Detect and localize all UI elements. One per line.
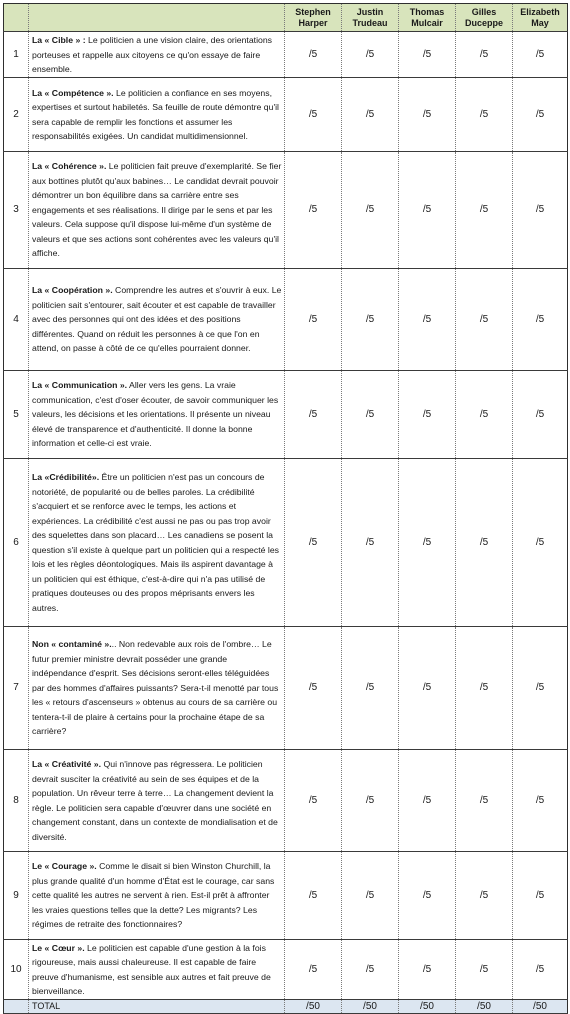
table-row	[4, 77, 568, 151]
score-cell[interactable]: /5	[342, 939, 399, 999]
score-cell[interactable]: /5	[399, 151, 456, 268]
table-row	[4, 939, 568, 999]
row-number: 5	[4, 370, 29, 458]
total-score-cell[interactable]: /50	[513, 999, 568, 1013]
score-cell[interactable]: /5	[456, 939, 513, 999]
criterion-body: Qui n'innove pas régressera. Le politicien devrait susciter la créativité au sein de ses équipes et de la population. Un rêveur terre à terre… La changement devient la règle. Le politicien sera capable d'œuvrer dans une société en changement constant, dans un contexte de mondialisation et de diversité.	[32, 759, 278, 842]
score-cell[interactable]: /5	[342, 851, 399, 939]
criterion-title: Non « contaminé ».	[32, 639, 112, 650]
criterion-cell	[29, 151, 285, 268]
score-cell[interactable]: /5	[285, 851, 342, 939]
score-cell[interactable]: /5	[399, 851, 456, 939]
score-cell[interactable]: /5	[456, 749, 513, 851]
criterion-body: Le politicien fait preuve d'exemplarité. Se fier aux bottines plutôt qu'aux babines… Le candidat devrait pouvoir démontrer un bon équilibre dans sa carrière entre ses engagements et ses réalisations. Il dirige par le sens et par les valeurs. Cela suppose qu'il dispose lui-même d'un système de valeurs et que ses actions sont cohérentes avec les valeurs qu'il affiche.	[32, 161, 282, 259]
table-row	[4, 151, 568, 268]
score-cell[interactable]: /5	[513, 939, 568, 999]
header-candidate: Thomas Mulcair	[399, 4, 456, 32]
criterion-body: Le politicien est capable d'une gestion à la fois rigoureuse, mais aussi chaleureuse. Il est capable de faire preuve d'humanisme, est sensible aux autres et fait preuve de bienveillance.	[32, 942, 271, 996]
header-candidate: Justin Trudeau	[342, 4, 399, 32]
score-cell[interactable]: /5	[399, 77, 456, 151]
score-cell[interactable]: /5	[285, 268, 342, 370]
score-cell[interactable]: /5	[342, 370, 399, 458]
criterion-cell	[29, 458, 285, 626]
score-cell[interactable]: /5	[399, 370, 456, 458]
score-cell[interactable]: /5	[399, 626, 456, 749]
score-cell[interactable]: /5	[342, 626, 399, 749]
criterion-body: Être un politicien n'est pas un concours de notoriété, de popularité ou de belles paroles. La crédibilité s'acquiert et se renforce avec le temps, les actions et expériences. La crédibilité c'est aussi ne pas ou pas trop avoir des squelettes dans son placard… Les canadiens se posent la question s'il existe à quelque part un politicien qui a respecté les lois et les règles déontologiques. Mais ils aspirent davantage à un politicien qui est éthique, c'est-à-dire qui n'a pas utilisé de pratiques douteuses ou des propos méprisants envers les autres.	[32, 472, 279, 613]
score-cell[interactable]: /5	[342, 32, 399, 78]
score-cell[interactable]: /5	[513, 77, 568, 151]
criterion-cell	[29, 32, 285, 78]
criterion-title: La «Crédibilité».	[32, 472, 100, 482]
score-cell[interactable]: /5	[513, 626, 568, 749]
score-cell[interactable]: /5	[285, 749, 342, 851]
criterion-cell	[29, 370, 285, 458]
row-number: 3	[4, 151, 29, 268]
score-cell[interactable]: /5	[285, 77, 342, 151]
score-cell[interactable]: /5	[399, 32, 456, 78]
score-cell[interactable]: /5	[342, 749, 399, 851]
score-cell[interactable]: /5	[399, 268, 456, 370]
row-number: 4	[4, 268, 29, 370]
table-row	[4, 626, 568, 749]
total-row	[4, 999, 568, 1013]
score-cell[interactable]: /5	[456, 32, 513, 78]
header-row	[4, 4, 568, 32]
score-cell[interactable]: /5	[285, 626, 342, 749]
score-cell[interactable]: /5	[513, 370, 568, 458]
criterion-body: Le politicien a confiance en ses moyens, expertises et surtout habiletés. Sa feuille de route démontre qu'il sera capable de remplir les fonctions et assumer les responsabilités exigées. Un candidat multidimensionnel.	[32, 87, 279, 141]
total-score-cell[interactable]: /50	[399, 999, 456, 1013]
score-cell[interactable]: /5	[513, 749, 568, 851]
criterion-body: Comme le disait si bien Winston Churchill, la plus grande qualité d'un homme d'État est le courage, car sans cette qualité les autres ne servent à rien. Est-il prêt à affronter les vraies questions telles que la dette? Les migrants? Les régimes de retraite des fonctionnaires?	[32, 861, 275, 930]
row-number: 10	[4, 939, 29, 999]
criterion-body: Aller vers les gens. La vraie communication, c'est d'oser écouter, de savoir communiquer les valeurs, les décisions et les orientations. Il présente un niveau élevé de transparence et d'authenticité. Il donne la bonne information et celle-ci est vraie.	[32, 380, 279, 449]
score-cell[interactable]: /5	[513, 151, 568, 268]
header-candidate: Gilles Duceppe	[456, 4, 513, 32]
score-cell[interactable]: /5	[513, 851, 568, 939]
table-row	[4, 458, 568, 626]
score-cell[interactable]: /5	[285, 370, 342, 458]
score-cell[interactable]: /5	[399, 458, 456, 626]
row-number: 2	[4, 77, 29, 151]
criterion-cell	[29, 626, 285, 749]
table-row	[4, 268, 568, 370]
criterion-title: La « Communication ».	[32, 380, 128, 391]
criterion-body: .. Non redevable aux rois de l'ombre… Le futur premier ministre devrait posséder une grande indépendance d'esprit. Ses décisions seront-elles téléguidées par des hommes d'affaires puissants? Sera-t-il menotté par tous les « retours d'ascenseurs » obtenus au cours de sa carrière ou tentera-t-il de plaire à certains pour la prochaine étape de sa carrière?	[32, 639, 279, 737]
row-number: 6	[4, 458, 29, 626]
table-row	[4, 370, 568, 458]
score-cell[interactable]: /5	[456, 77, 513, 151]
score-cell[interactable]: /5	[513, 32, 568, 78]
criterion-cell	[29, 77, 285, 151]
score-cell[interactable]: /5	[513, 458, 568, 626]
criterion-cell	[29, 268, 285, 370]
header-criteria	[29, 4, 285, 32]
criterion-title: La « Cible » :	[32, 35, 86, 45]
row-number: 1	[4, 32, 29, 78]
total-score-cell[interactable]: /50	[456, 999, 513, 1013]
table-row	[4, 851, 568, 939]
table-row	[4, 32, 568, 78]
score-cell[interactable]: /5	[285, 939, 342, 999]
criterion-cell	[29, 851, 285, 939]
criterion-title: La « Compétence ».	[32, 87, 114, 98]
score-cell[interactable]: /5	[285, 458, 342, 626]
total-score-cell[interactable]: /50	[342, 999, 399, 1013]
criterion-title: Le « Cœur ».	[32, 942, 85, 953]
score-cell[interactable]: /5	[342, 77, 399, 151]
criterion-body: Comprendre les autres et s'ouvrir à eux. Le politicien sait s'entourer, sait écouter et est capable de travailler avec des personnes qui ont des idées et des positions différentes. Quand on réduit les personnes à ce que l'on en attend, on passe à côté de ce qu'elles pourraient donner.	[32, 285, 282, 354]
score-cell[interactable]: /5	[285, 151, 342, 268]
row-number: 7	[4, 626, 29, 749]
evaluation-table	[3, 3, 568, 1014]
header-candidate: Elizabeth May	[513, 4, 568, 32]
score-cell[interactable]: /5	[456, 626, 513, 749]
score-cell[interactable]: /5	[456, 268, 513, 370]
score-cell[interactable]: /5	[285, 32, 342, 78]
criterion-cell	[29, 939, 285, 999]
score-cell[interactable]: /5	[342, 458, 399, 626]
criterion-title: La « Créativité ».	[32, 759, 102, 769]
criterion-title: La « Coopération ».	[32, 285, 113, 296]
score-cell[interactable]: /5	[342, 151, 399, 268]
score-cell[interactable]: /5	[399, 749, 456, 851]
score-cell[interactable]: /5	[456, 151, 513, 268]
table-row	[4, 749, 568, 851]
total-label: TOTAL	[29, 999, 285, 1013]
header-candidate: Stephen Harper	[285, 4, 342, 32]
score-cell[interactable]: /5	[456, 370, 513, 458]
criterion-cell	[29, 749, 285, 851]
header-corner	[4, 4, 29, 32]
total-spacer	[4, 999, 29, 1013]
row-number: 8	[4, 749, 29, 851]
criterion-body: Le politicien a une vision claire, des orientations porteuses et rappelle aux citoyens ce qu'on essaye de faire ensemble.	[32, 35, 273, 74]
row-number: 9	[4, 851, 29, 939]
total-score-cell[interactable]: /50	[285, 999, 342, 1013]
score-cell[interactable]: /5	[513, 268, 568, 370]
score-cell[interactable]: /5	[342, 268, 399, 370]
score-cell[interactable]: /5	[456, 851, 513, 939]
score-cell[interactable]: /5	[456, 458, 513, 626]
score-cell[interactable]: /5	[399, 939, 456, 999]
criterion-title: La « Cohérence ».	[32, 161, 107, 172]
criterion-title: Le « Courage ».	[32, 861, 97, 872]
